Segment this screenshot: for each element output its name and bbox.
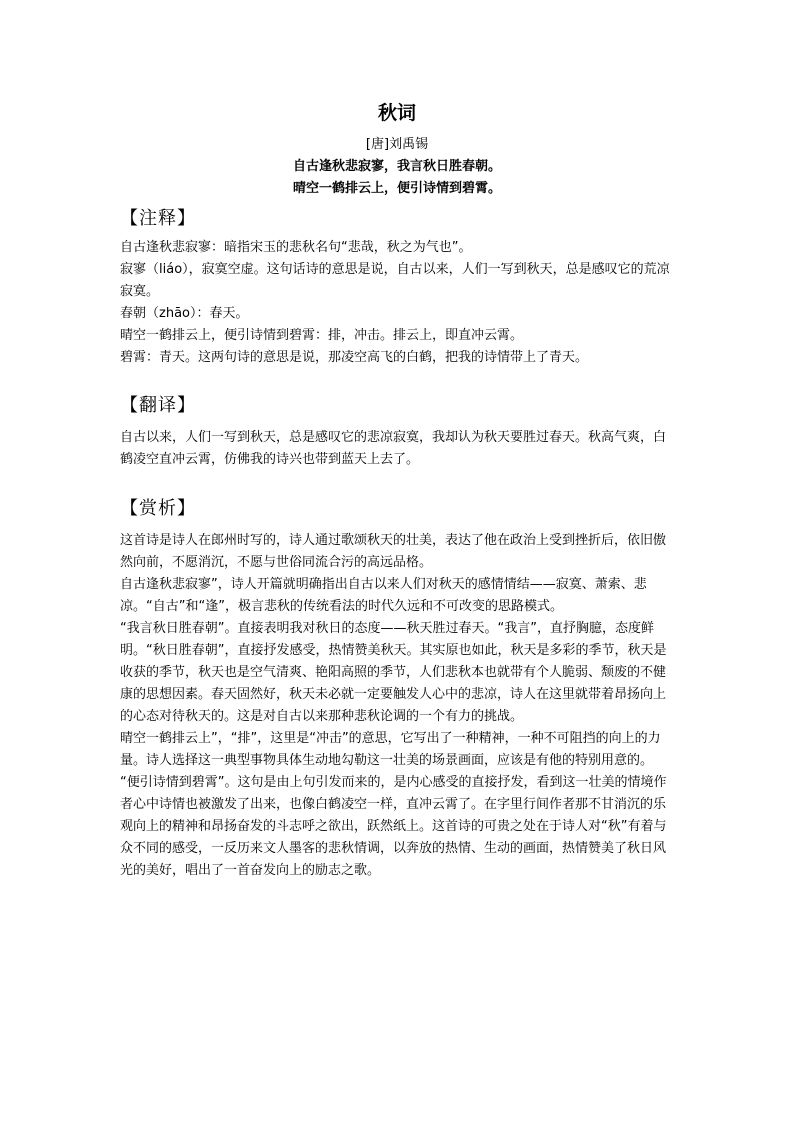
poem-title: 秋词 (377, 102, 416, 124)
notes-paragraph: 自古逢秋悲寂寥：暗指宋玉的悲秋名句“悲哉，秋之为气也”。 (120, 240, 472, 255)
notes-body (120, 237, 676, 369)
translation-paragraph: 自古以来，人们一写到秋天，总是感叹它的悲凉寂寞，我却认为秋天要胜过春天。秋高气爽，白鹤凌空直冲云霄，仿佛我的诗兴也带到蓝天上去了。 (120, 430, 667, 467)
notes-paragraph: 碧霄：青天。这两句诗的意思是说，那凌空高飞的白鹤，把我的诗情带上了青天。 (120, 350, 589, 365)
notes-heading: 【注释】 (120, 208, 196, 229)
poem-author: [唐]刘禹锡 (365, 137, 429, 152)
appreciation-heading: 【赏析】 (120, 498, 196, 519)
appreciation-body (120, 530, 676, 882)
notes-paragraph: 晴空一鹤排云上，便引诗情到碧霄：排，冲击。排云上，即直冲云霄。 (120, 328, 524, 343)
appreciation-paragraph: 晴空一鹤排云上”，“排”，这里是“冲击”的意思，它写出了一种精神，一种不可阻挡的向上的力量。诗人选择这一典型事物具体生动地勾勒这一壮美的场景画面，应该是有他的特别用意的。 (120, 731, 661, 768)
notes-paragraph: 春朝（zhāo）：春天。 (120, 306, 249, 321)
translation-body (120, 427, 676, 471)
translation-heading: 【翻译】 (120, 395, 196, 416)
poem-line-2: 晴空一鹤排云上，便引诗情到碧霄。 (292, 181, 501, 196)
appreciation-paragraph: “我言秋日胜春朝”。直接表明我对秋日的态度——秋天胜过春天。“我言”，直抒胸臆，态度鲜明。“秋日胜春朝”，直接抒发感受，热情赞美秋天。其实原也如此，秋天是多彩的季节，秋天是收获的季节，秋天也是空气清爽、艳阳高照的季节，人们悲秋本也就带有个人脆弱、颓废的不健康的思想因素。春天固然好，秋天未必就一定要触发人心中的悲凉，诗人在这里就带着昂扬向上的心态对待秋天的。这是对自古以来那种悲秋论调的一个有力的挑战。 (120, 621, 667, 724)
notes-paragraph: 寂寥（liáo），寂寞空虚。这句话诗的意思是说，自古以来，人们一写到秋天，总是感叹它的荒凉寂寞。 (120, 262, 670, 299)
appreciation-paragraph: “便引诗情到碧霄”。这句是由上句引发而来的，是内心感受的直接抒发，看到这一壮美的情境作者心中诗情也被激发了出来，也像白鹤凌空一样，直冲云霄了。在字里行间作者那不甘消沉的乐观向上的精神和昂扬奋发的斗志呼之欲出，跃然纸上。这首诗的可贵之处在于诗人对“秋”有着与众不同的感受，一反历来文人墨客的悲秋情调，以奔放的热情、生动的画面，热情赞美了秋日风光的美好，唱出了一首奋发向上的励志之歌。 (120, 775, 667, 878)
appreciation-paragraph: 自古逢秋悲寂寥”，诗人开篇就明确指出自古以来人们对秋天的感情情结——寂寞、萧索、悲凉。“自古”和“逢”，极言悲秋的传统看法的时代久远和不可改变的思路模式。 (120, 577, 647, 614)
poem-line-1: 自古逢秋悲寂寥，我言秋日胜春朝。 (292, 159, 501, 174)
appreciation-paragraph: 这首诗是诗人在郎州时写的，诗人通过歌颂秋天的壮美，表达了他在政治上受到挫折后，依旧傲然向前，不愿消沉，不愿与世俗同流合污的高远品格。 (120, 533, 667, 570)
